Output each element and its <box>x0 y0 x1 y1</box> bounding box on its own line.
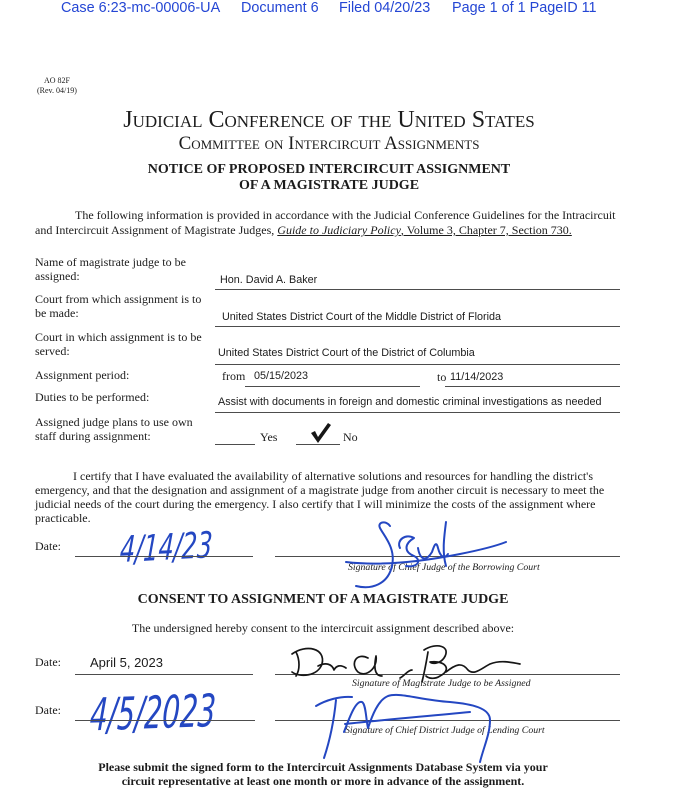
signature-chief-judge-borrowing-court <box>346 522 506 587</box>
checkmark-icon-glyph <box>310 422 332 444</box>
judge-name-line <box>215 289 620 290</box>
borrowing-signature-line <box>275 556 620 557</box>
judge-name-value: Hon. David A. Baker <box>220 274 318 286</box>
certification-paragraph: I certify that I have evaluated the availability of alternative solutions and resources for handling the district's emergency, and that the designation and assignment of a magistrate judge from another circuit is necessary to meet the judicial needs of the court during the emergency. I also certify that I will minimize the costs of the assignment where practicable. <box>35 469 605 525</box>
notice-heading-line2: OF A MAGISTRATE JUDGE <box>238 178 420 193</box>
period-to-line <box>445 386 620 387</box>
intro-text: The following information is provided in accordance with the Judicial Conference Guidelines for the Intracircuit and Intercircuit Assignment of Magistrate Judges, <box>35 208 616 237</box>
certification-date-line <box>75 556 253 557</box>
magistrate-date-label: Date: <box>35 655 61 669</box>
staff-no-label: No <box>343 430 358 444</box>
staff-label: Assigned judge plans to use own staff during assignment: <box>35 415 193 443</box>
borrowing-signature-caption: Signature of Chief Judge of the Borrowing Court <box>348 562 540 573</box>
court-in-label: Court in which assignment is to be served: <box>35 330 202 358</box>
consent-heading: CONSENT TO ASSIGNMENT OF A MAGISTRATE JUDGE <box>137 592 509 607</box>
certification-date-label: Date: <box>35 539 61 553</box>
court-from-value: United States District Court of the Middle District of Florida <box>222 311 502 323</box>
submission-instructions: Please submit the signed form to the Intercircuit Assignments Database System via your circuit representative at least one month or more in advance of the assignment. <box>98 760 548 788</box>
checkmark-icon <box>310 422 332 444</box>
lending-date-line <box>75 720 255 721</box>
lending-date-handwritten: 4/5/2023 <box>88 684 218 742</box>
docket-page-id: Page 1 of 1 PageID 11 <box>452 0 597 16</box>
policy-citation-section: , Volume 3, Chapter 7, Section 730. <box>400 223 572 237</box>
page-title: Judicial Conference of the United States <box>123 107 535 133</box>
period-from-value: 05/15/2023 <box>254 370 309 382</box>
lending-date-label: Date: <box>35 703 61 717</box>
staff-yes-label: Yes <box>260 430 278 444</box>
judge-name-label: Name of magistrate judge to be assigned: <box>35 255 186 283</box>
staff-yes-blank <box>215 444 255 445</box>
court-from-line <box>215 326 620 327</box>
staff-no-blank <box>296 444 340 445</box>
period-to-value: 11/14/2023 <box>450 371 504 383</box>
certification-date-handwritten: 4/14/23 <box>118 524 214 572</box>
period-to-label: to <box>437 370 447 384</box>
court-in-line <box>215 364 620 365</box>
court-from-label: Court from which assignment is to be made: <box>35 292 202 320</box>
form-revision: (Rev. 04/19) <box>37 86 77 95</box>
lending-signature-line <box>275 720 620 721</box>
magistrate-date-value: April 5, 2023 <box>90 655 163 670</box>
notice-heading-line1: NOTICE OF PROPOSED INTERCIRCUIT ASSIGNMENT <box>147 162 511 177</box>
policy-citation: Guide to Judiciary Policy <box>277 223 401 237</box>
consent-statement: The undersigned hereby consent to the intercircuit assignment described above: <box>131 621 515 635</box>
period-label: Assignment period: <box>35 368 130 382</box>
magistrate-signature-caption: Signature of Magistrate Judge to be Assigned <box>352 678 531 689</box>
signature-magistrate-judge <box>292 646 520 682</box>
duties-value: Assist with documents in foreign and domestic criminal investigations as needed <box>218 396 602 408</box>
duties-line <box>215 412 620 413</box>
period-from-line <box>245 386 420 387</box>
form-code: AO 82F <box>44 76 71 85</box>
docket-case-number: Case 6:23-mc-00006-UA <box>61 0 221 16</box>
court-in-value: United States District Court of the District of Columbia <box>218 347 475 359</box>
page-subtitle: Committee on Intercircuit Assignments <box>178 133 480 154</box>
docket-filed-date: Filed 04/20/23 <box>339 0 431 16</box>
magistrate-signature-line <box>275 674 620 675</box>
magistrate-date-line <box>75 674 253 675</box>
duties-label: Duties to be performed: <box>35 390 150 404</box>
lending-signature-caption: Signature of Chief District Judge of Lending Court <box>345 725 545 736</box>
intro-paragraph <box>35 208 630 238</box>
docket-document-number: Document 6 <box>241 0 319 16</box>
period-from-label: from <box>222 369 246 383</box>
